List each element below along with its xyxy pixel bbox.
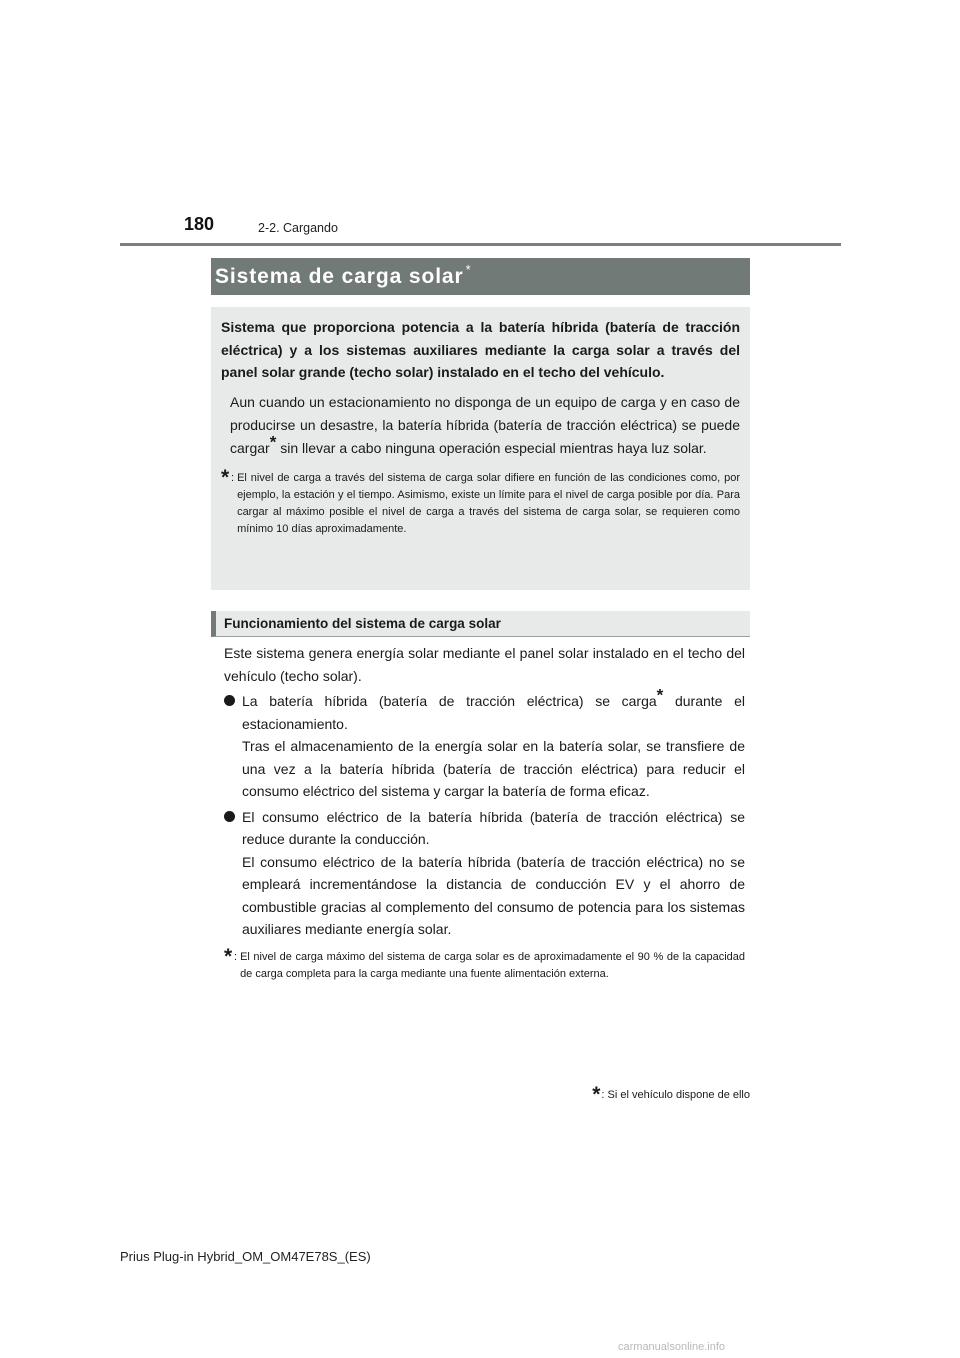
page-number: 180 bbox=[184, 214, 215, 234]
intro-paragraph: Aun cuando un estacionamiento no disponga de un equipo de carga y en caso de producirse un desastre, la batería híbrida (batería de tracción eléctrica) se puede cargar* sin llevar a cabo ninguna operación especial mientras haya luz solar. bbox=[230, 393, 740, 456]
intro-box bbox=[211, 307, 750, 590]
bullet-detail: El consumo eléctrico de la batería híbrida (batería de tracción eléctrica) no se empleará incrementándose la distancia de conducción EV y el ahorro de combustible gracias al complemento del consumo de potencia para los sistemas auxiliares mediante energía solar. bbox=[242, 853, 745, 937]
subsection-lead: Este sistema genera energía solar mediante el panel solar instalado en el techo del vehículo (techo solar). bbox=[224, 645, 745, 684]
document-id: Prius Plug-in Hybrid_OM_OM47E78S_(ES) bbox=[120, 1249, 371, 1264]
bullet-main: La batería híbrida (batería de tracción eléctrica) se carga* durante el estacionamiento. bbox=[242, 685, 745, 732]
header-rule bbox=[120, 243, 841, 246]
subsection-body bbox=[224, 642, 745, 983]
section-title-bar bbox=[211, 258, 750, 295]
bullet-body bbox=[242, 685, 745, 803]
footnote-text: El nivel de carga a través del sistema de carga solar difiere en función de las condiciones como, por ejemplo, la estación y el tiempo. Asimismo, existe un límite para el nivel de carga posible por día. Para cargar al máximo posible el nivel de carga a través del sistema de carga solar, se requieren como mínimo 10 días aproximadamente. bbox=[237, 471, 740, 535]
footnote-marker: * bbox=[269, 431, 277, 451]
watermark: carmanualsonline.info bbox=[618, 1341, 726, 1353]
availability-text: : Si el vehículo dispone de ello bbox=[601, 1089, 750, 1101]
bullet-detail: Tras el almacenamiento de la energía solar en la batería solar, se transfiere de una vez a la batería híbrida (batería de tracción eléctrica) para reducir el consumo eléctrico del sistema y cargar la batería de forma eficaz. bbox=[242, 738, 745, 799]
list-item bbox=[224, 806, 745, 941]
footnote-colon: : bbox=[231, 471, 235, 484]
footnote-colon: : bbox=[234, 950, 238, 963]
bullet-icon bbox=[224, 811, 235, 822]
list-item bbox=[224, 685, 745, 803]
subsection-heading: Funcionamiento del sistema de carga solar bbox=[211, 611, 750, 637]
intro-footnote bbox=[221, 465, 740, 538]
footnote-marker: * bbox=[656, 685, 664, 705]
availability-star: * bbox=[592, 1083, 601, 1106]
footnote-text: El nivel de carga máximo del sistema de carga solar es de aproximadamente el 90 % de la capacidad de carga completa para la carga mediante una fuente alimentación externa. bbox=[240, 950, 745, 980]
section-reference: 2-2. Cargando bbox=[258, 221, 338, 235]
subsection-footnote bbox=[224, 944, 745, 983]
section-title: Sistema de carga solar bbox=[215, 264, 464, 288]
optional-equipment-star: * bbox=[465, 262, 472, 277]
bullet-body bbox=[242, 806, 745, 941]
bullet-icon bbox=[224, 695, 235, 706]
bullet-main: El consumo eléctrico de la batería híbrida (batería de tracción eléctrica) se reduce durante la conducción. bbox=[242, 808, 745, 847]
footnote-star: * bbox=[224, 944, 233, 968]
availability-note bbox=[592, 1083, 750, 1106]
intro-summary: Sistema que proporciona potencia a la batería híbrida (batería de tracción eléctrica) y a los sistemas auxiliares mediante la carga solar a través del panel solar grande (techo solar) instalado en el techo del vehículo. bbox=[221, 319, 740, 380]
footnote-star: * bbox=[221, 465, 230, 489]
